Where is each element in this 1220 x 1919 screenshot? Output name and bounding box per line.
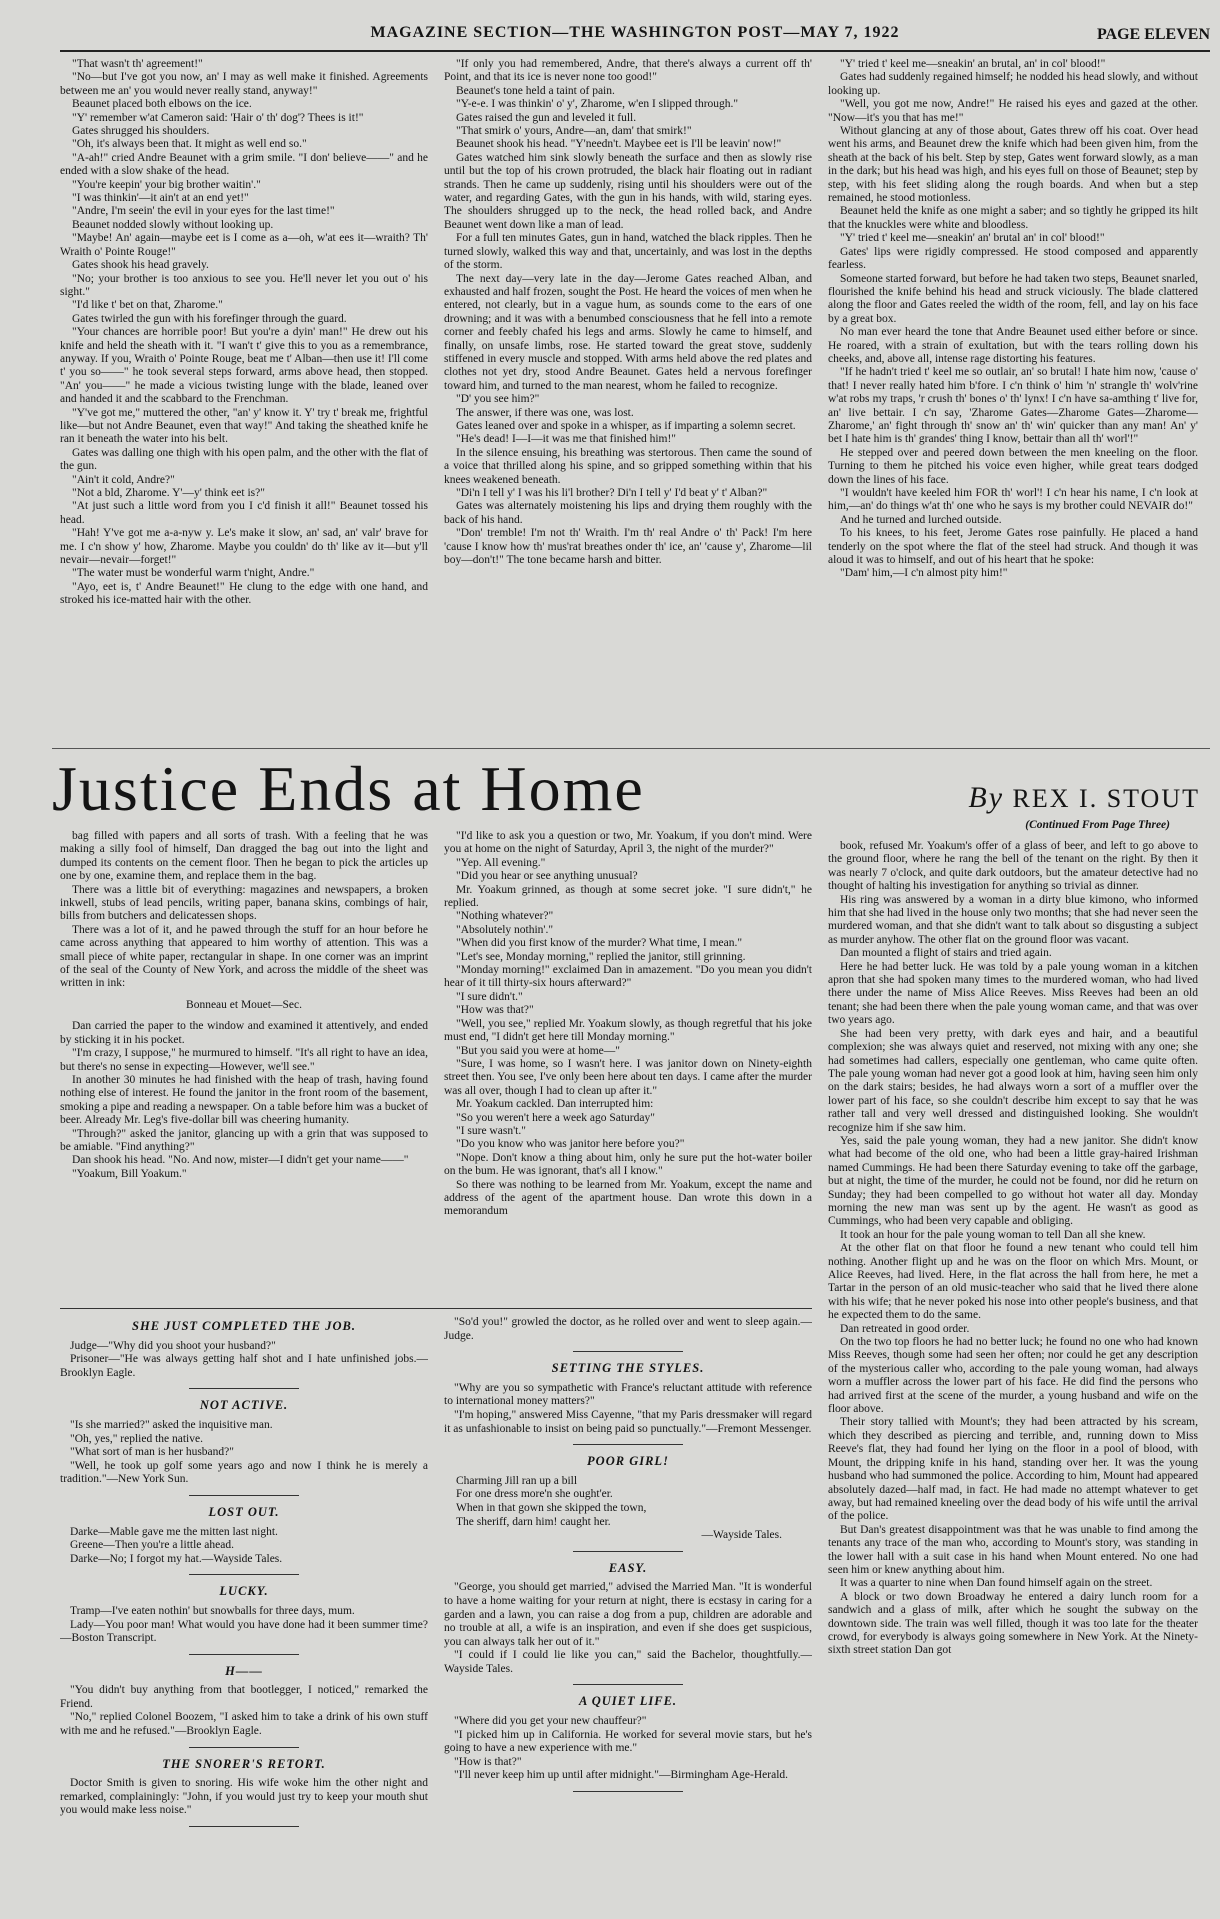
paragraph: On the two top floors he had no better luck; he found no one who had known Miss Reeves, though some had seen her often; nor could he get any description of the mysterious caller who, according to the pale young woman, had always worn a muffler across the lower part of his face. He did find the persons who had arrived first at the scene of the murder, a young husband and wife on the floor above. [828,1336,1198,1416]
paragraph: In another 30 minutes he had finished with the heap of trash, having found nothing else of interest. He found the janitor in the front room of the basement, smoking a pipe and reading a newspaper. On a table before him was a bucket of beer. Already Mr. Leg's five-dollar bill was cheering humanity. [60,1073,428,1127]
page-header [60,20,1210,52]
paragraph: Their story tallied with Mount's; they had been attracted by his scream, which they described as piercing and terrible, and, running down to Miss Reeve's flat, they had found her lying on the floor in a pool of blood, with Mount, the dripping knife in his hand, standing over her. It was the young husband who had summoned the police. According to him, Mount had appeared absolutely dazed—half mad, in fact. He had made no attempt whatever to get away, but had remained kneeling over the dead body of his wife until the arrival of the police. [828,1416,1198,1523]
joke-line: Lady—You poor man! What would you have done had it been summer time?—Boston Transcript. [60,1618,428,1645]
paragraph: "Y' remember w'at Cameron said: 'Hair o' th' dog'? Thees is it!" [72,111,364,124]
joke-line: Greene—Then you're a little ahead. [70,1539,234,1552]
joke-separator [573,1791,683,1792]
top-story-column-3 [828,58,1198,748]
joke-line: "You didn't buy anything from that bootlegger, I noticed," remarked the Friend. [60,1684,428,1710]
joke-line: Darke—No; I forgot my hat.—Wayside Tales. [70,1552,283,1565]
byline [968,781,1200,815]
paragraph: "Andre, I'm seein' the evil in your eyes for the last time!" [72,205,335,218]
joke-heading: A QUIET LIFE. [578,1694,678,1709]
paragraph: Yes, said the pale young woman, they had a new janitor. She didn't know what had become of the old one, who had been a little gray-haired Irishman named Cummings. He had been there Saturday evening to take off the garbage, but at night, the time of the murder, he could not be found, nor did he return on Sunday; they had been compelled to go without hot water all day. Monday morning the new man was sent up by the agent. He wasn't as good as Cummings, who had been very capable and obliging. [828,1134,1198,1228]
paragraph: "Nothing whatever?" [456,910,554,923]
paragraph: In the silence ensuing, his breathing was stertorous. Then came the sound of a voice that thrilled along his spine, and so gripped something within that his knees weakened beneath. [444,446,812,486]
paragraph: "Y-e-e. I was thinkin' o' y', Zharome, w'en I slipped through." [456,98,739,111]
paragraph: For a full ten minutes Gates, gun in hand, watched the black ripples. Then he turned slowly, walked this way and that, uncertainly, and was lost in the depths of the storm. [444,232,812,272]
joke-line: "I'm hoping," answered Miss Cayenne, "that my Paris dressmaker will regard it as unfashionable to insist on being paid so punctually."—Fremont Messenger. [444,1408,812,1435]
paragraph: "If he hadn't tried t' keel me so outlair, an' so brutal! I hate him now, 'cause o' that! I never really hated him b'fore. I c'n think o' him 'n' strangle th' wolv'rine w'at robs my traps, 'r crush th' bones o' th' lynx! I c'n have sa-amthing t' live for, an' live bettair. I c'n say, 'Zharome Gates—Zharome Gates—Zharome—Zharome,' an' fight through th' snow an' th' win' quicker than any man! An' y' bet I hate him is th' grandes' thing I know, bettair than all th' worl'!" [828,366,1198,446]
paragraph: "Well, you got me now, Andre!" He raised his eyes and gazed at the other. "Now—it's you that has me!" [828,98,1198,124]
paragraph: "Dam' him,—I c'n almost pity him!" [840,567,1008,580]
paragraph: At the other flat on that floor he found a new tenant who could tell him nothing. Another flight up and he was on the floor on which Mrs. Mount, or Alice Reeves, had lived. Here, in the flat across the hall from here, he met a Tartar in the person of an old music-teacher who said that he lived there alone with his wife; that he never poked his nose into other people's business, and that he expected them to do the same. [828,1242,1198,1322]
paragraph: "Y' tried t' keel me—sneakin' an' brutal an' in col' blood!" [840,232,1105,245]
continued-note: (Continued From Page Three) [1025,819,1170,831]
paragraph: There was a lot of it, and he pawed through the stuff for an hour before he came across anything that appeared to him worthy of attention. This was a small piece of white paper, rectangular in shape. In one corner was an imprint of the seal of the County of New York, and across the middle of the sheet was written in ink: [60,923,428,990]
paragraph: "I'm crazy, I suppose," he murmured to himself. "It's all right to have an idea, but there's no sense in expecting—However, we'll see." [60,1047,428,1073]
second-story-column-3 [828,840,1198,1915]
joke-item [60,1320,428,1389]
paragraph: "Hah! Y've got me a-a-nyw y. Le's make it slow, an' sad, an' valr' brave for me. I c'n show y' how, Zharome. Maybe you couldn' do th' like av it—but y'll nevair—nevair—forget!" [60,527,428,567]
paragraph: Here he had better luck. He was told by a pale young woman in a kitchen apron that she had spoken many times to the murdered woman, who had lived there under the name of Miss Alice Reeves. Miss Reeves had been an old tenant; she had been there when the pale young woman came, and that was over two years ago. [828,960,1198,1027]
paragraph: "At just such a little word from you I c'd finish it all!" Beaunet tossed his head. [60,500,428,526]
paragraph: Bonneau et Mouet—Sec. [186,998,302,1011]
joke-line: "What sort of man is her husband?" [70,1446,234,1459]
jokes-left-column [60,1316,428,1916]
joke-heading: SETTING THE STYLES. [551,1361,705,1376]
paragraph: So there was nothing to be learned from Mr. Yoakum, except the name and address of the agent of the apartment house. Dan wrote this down in a memorandum [444,1178,812,1218]
paragraph: Gates had suddenly regained himself; he nodded his head slowly, and without looking up. [828,71,1198,97]
joke-separator [573,1684,683,1685]
paragraph: "But you said you were at home—" [456,1044,620,1057]
joke-line: "Oh, yes," replied the native. [70,1432,203,1445]
joke-heading: NOT ACTIVE. [199,1398,289,1413]
story-title: Justice Ends at Home [52,753,645,824]
top-story-column-1 [60,58,428,748]
paragraph: Gates shook his head gravely. [72,259,209,272]
joke-line: When in that gown she skipped the town, [456,1501,647,1514]
joke-line: Darke—Mable gave me the mitten last night. [70,1525,278,1538]
paragraph: A block or two down Broadway he entered a dairy lunch room for a sandwich and a glass of milk, after which he sought the subway on the downtown side. The train was well filled, though it was too late for the theater crowd, for everybody is always going somewhere in New York. At the Ninety-sixth street station Dan got [828,1590,1198,1657]
joke-line: "I picked him up in California. He worked for several movie stars, but he's going to have a new experience with me." [444,1728,812,1755]
joke-line: Doctor Smith is given to snoring. His wife woke him the other night and remarked, complainingly: "John, if you would just try to keep your mouth shut you would make less noise." [60,1777,428,1817]
paragraph: And he turned and lurched outside. [840,513,1002,526]
joke-line: "I could if I could lie like you can," said the Bachelor, thoughtfully.—Wayside Tales. [444,1649,812,1675]
paragraph: "Let's see, Monday morning," replied the janitor, still grinning. [456,950,746,963]
paragraph: Beaunet placed both elbows on the ice. [72,98,252,111]
joke-separator [573,1551,683,1552]
joke-heading: EASY. [608,1560,648,1575]
paragraph: "I wouldn't have keeled him FOR th' worl'! I c'n hear his name, I c'n look at him,—an' do things w'at th' one who he says is my brother could NEVAIR do!" [828,487,1198,513]
joke-line: "I'll never keep him up until after midnight."—Birmingham Age-Herald. [454,1769,789,1782]
paragraph: It took an hour for the pale young woman to tell Dan all she knew. [840,1228,1146,1241]
paragraph: "How was that?" [456,1004,534,1017]
story-title-band [52,748,1210,837]
paragraph: Without glancing at any of those about, Gates threw off his coat. Over head went his arms, and Beaunet drew the knife which had been given him, from the sheath at the back of his belt. Step by step, Gates went forward slowly, as a man in the dark; but his head was high, and his eyes full on those of Beaunet; step by step, with his feet sliding along the rough boards. And when but a step remained, he stood motionless. [828,125,1198,205]
joke-separator [573,1444,683,1445]
paragraph: "Oh, it's always been that. It might as well end so." [72,138,307,151]
joke-separator [189,1388,299,1389]
paragraph: Gates was dalling one thigh with his open palm, and the other with the flat of the gun. [60,446,428,473]
paragraph: "That smirk o' yours, Andre—an, dam' that smirk!" [456,125,692,138]
paragraph: "Ain't it cold, Andre?" [72,473,175,486]
paragraph: Gates was alternately moistening his lips and drying them roughly with the back of his hand. [444,500,812,526]
paragraph: "Y' tried t' keel me—sneakin' an brutal, an' in col' blood!" [840,58,1106,70]
paragraph: bag filled with papers and all sorts of trash. With a feeling that he was making a silly fool of himself, Dan dragged the bag out into the light and dumped its contents on the cement floor. Then he began to pick the articles up one by one, examine them, and replace them in the bag. [60,830,428,883]
joke-line: "No," replied Colonel Boozem, "I asked him to take a drink of his own stuff with me and he refused."—Brooklyn Eagle. [60,1711,428,1738]
paragraph: "Well, you see," replied Mr. Yoakum slowly, as though regretful that his joke must end, "I didn't get here till Monday morning." [444,1017,812,1044]
masthead: MAGAZINE SECTION—THE WASHINGTON POST—MAY 7, 1922 [370,24,900,41]
paragraph: Beaunet shook his head. "Y'needn't. Maybee eet is I'll be leavin' now!" [456,138,782,151]
paragraph: Beaunet held the knife as one might a saber; and so tightly he gripped its hilt that the knuckles were white and bloodless. [828,205,1198,231]
joke-line: For one dress more'n she ought'er. [456,1488,613,1501]
paragraph: Gates shrugged his shoulders. [72,125,210,138]
joke-heading: H—— [225,1663,263,1678]
paragraph: Gates watched him sink slowly beneath the surface and then as slowly rise until but the top of his crown protruded, the black hair floating out in radiant strands. Then he came up suddenly, rising until his shoulders were out of the water, and regarding Gates, with the gun in his hands, with wild, staring eyes. The shoulders shrugged up to the neck, the head rolled back, and Andre Beaunet went down like a man of lead. [444,151,812,231]
joke-source: —Wayside Tales. [701,1529,782,1542]
paragraph: Gates leaned over and spoke in a whisper, as if imparting a solemn secret. [456,419,796,432]
joke-line: "How is that?" [454,1755,522,1768]
paragraph: "When did you first know of the murder? What time, I mean." [456,937,743,950]
paragraph: The answer, if there was one, was lost. [456,406,634,419]
joke-item [444,1455,812,1552]
joke-item [60,1585,428,1654]
joke-heading: SHE JUST COMPLETED THE JOB. [132,1319,356,1333]
paragraph: Dan shook his head. "No. And now, mister—I didn't get your name——" [72,1154,409,1167]
joke-heading: POOR GIRL! [587,1454,669,1469]
paragraph: Mr. Yoakum cackled. Dan interrupted him: [456,1098,654,1111]
paragraph: "If only you had remembered, Andre, that there's always a current off th' Point, and that its ice is never none too good!" [444,58,812,84]
paragraph: "No—but I've got you now, an' I may as well make it finished. Agreements between me an' you would never really stand, anyway!" [60,71,428,97]
paragraph: "Sure, I was home, so I wasn't here. I was janitor down on Ninety-eighth street then. You see, I've only been here about ten days. I came after the murder was all over, though I had to clean up after it." [444,1057,812,1097]
paragraph: "Through?" asked the janitor, glancing up with a grin that was supposed to be amiable. "Find anything?" [60,1127,428,1153]
joke-line: "Well, he took up golf some years ago and now I think he is merely a tradition."—New York Sun. [60,1459,428,1486]
joke-item [444,1316,812,1352]
joke-line: "Where did you get your new chauffeur?" [454,1715,647,1728]
paragraph: It was a quarter to nine when Dan found himself again on the street. [840,1577,1153,1590]
joke-line: Prisoner—"He was always getting half shot and I hate unfinished jobs.—Brooklyn Eagle. [60,1353,428,1379]
paragraph: "Your chances are horrible poor! But you're a dyin' man!" He drew out his knife and held the sheath with it. "I wan't t' give this to you as a remembrance, anyway. If you, Wraith o' Pointe Rouge, beat me t' Alban—then use it! I'll come t' you so——" he took several steps forward, arms above head, then stopped. "An' you——" he made a vicious twisting lunge with the blade, leaned over and handed it and the scabbard to the Frenchman. [60,326,428,406]
page-number: PAGE ELEVEN [1096,26,1210,43]
joke-separator [189,1826,299,1827]
paragraph: But Dan's greatest disappointment was that he was unable to find among the tenants any trace of the man who, according to Mount's story, was standing in the lower hall with a suit case in his hand when Mount entered. No one had seen him or knew anything about him. [828,1523,1198,1576]
joke-heading: THE SNORER'S RETORT. [162,1756,326,1771]
paragraph: "Maybe! An' again—maybe eet is I come as a—oh, w'at ees it—wraith? Th' Wraith o' Pointe Rouge!" [60,232,428,258]
paragraph: "The water must be wonderful warm t'night, Andre." [72,567,315,580]
jokes-right-column [444,1316,812,1916]
paragraph: "I sure didn't." [456,990,523,1003]
paragraph: "No; your brother is too anxious to see you. He'll never let you out o' his sight." [60,272,428,298]
paragraph: To his knees, to his feet, Jerome Gates rose painfully. He placed a hand tenderly on the spot where the flat of the steel had struck. And though it was aloud it was to himself, and out of his heart that he spoke: [828,527,1198,567]
paragraph: "Yep. All evening." [456,856,546,869]
joke-line: "George, you should get married," advised the Married Man. "It is wonderful to have a home waiting for your return at night, there is ecstasy in caring for a garden and a lawn, you can raise a dog from a pup, children are adorable and no trouble at all, a wife is an inspiration, and even if she does get suspicious, you can always talk her out of it." [444,1581,812,1648]
second-story-column-2 [444,830,812,1300]
joke-line: "So'd you!" growled the doctor, as he rolled over and went to sleep again.—Judge. [444,1316,812,1342]
paragraph: "Don' tremble! I'm not th' Wraith. I'm th' real Andre o' th' Pack! I'm here 'cause I know how th' mus'rat breathes onder th' ice, an' 'cause y', Zharome—lil boy—don't!" The tone became harsh and bitter. [444,527,812,567]
joke-separator [189,1574,299,1575]
paragraph: "Not a bld, Zharome. Y'—y' think eet is?" [72,487,265,499]
paragraph: Gates twirled the gun with his forefinger through the guard. [72,312,347,325]
joke-line: Tramp—I've eaten nothin' but snowballs for three days, mum. [70,1604,355,1617]
joke-item [60,1399,428,1496]
joke-line: "Why are you so sympathetic with France's reluctant attitude with reference to international money matters?" [444,1381,812,1408]
paragraph: Dan retreated in good order. [840,1322,970,1335]
paragraph: Gates' lips were rigidly compressed. He stood composed and apparently fearless. [828,245,1198,272]
joke-line: Charming Jill ran up a bill [456,1474,578,1487]
joke-item [444,1562,812,1686]
paragraph: "I'd like t' bet on that, Zharome." [72,299,223,312]
paragraph: He stepped over and peered down between the men kneeling on the floor. Turning to them he pitched his voice even higher, while great tears dodged down the lines of his face. [828,446,1198,486]
paragraph: "Di'n I tell y' I was his li'l brother? Di'n I tell y' I'd beat y' t' Alban?" [456,487,768,499]
joke-line: The sheriff, darn him! caught her. [456,1515,611,1528]
paragraph: "Y've got me," muttered the other, "an' y' know it. Y' try t' break me, frightful like—but not Andre Beaunet, even that way!" And taking the sheathed knife he ran it beneath the water into his belt. [60,406,428,446]
paragraph: Dan carried the paper to the window and examined it attentively, and ended by sticking it in his pocket. [60,1020,428,1046]
paragraph: "D' you see him?" [456,393,540,406]
joke-item [60,1506,428,1575]
joke-separator [189,1495,299,1496]
joke-separator [189,1654,299,1655]
joke-item [444,1362,812,1445]
paragraph: The next day—very late in the day—Jerome Gates reached Alban, and exhausted and half frozen, sought the Post. He heard the voices of men when he entered, not clearly, but in a vague hum, as sounds come to the ears of one drowning; and it was with a benumbed consciousness that he fell into a remote corner and feebly chafed his legs and arms. Slowly he came to himself, and finally, on unsafe limbs, rose. He started toward the great stove, suddenly stiffened in every muscle and stopped. With arms held above the red plates and clothes not yet dry, stood Andre Beaunet. Gates held a nervous forefinger toward him, and turned to the man nearest, whom he failed to recognize. [444,272,812,392]
paragraph: "He's dead! I—I—it was me that finished him!" [456,433,677,446]
byline-by: By [968,781,1005,814]
paragraph: "Ayo, eet is, t' Andre Beaunet!" He clung to the edge with one hand, and stroked his ice-matted hair with the other. [60,580,428,607]
paragraph: "Do you know who was janitor here before you?" [456,1138,685,1151]
joke-line: Judge—"Why did you shoot your husband?" [70,1339,276,1352]
paragraph: "Did you hear or see anything unusual? [456,870,638,883]
paragraph: "Nope. Don't know a thing about him, only he sure put the hot-water boiler on the bum. He was ignorant, that's all I know." [444,1151,812,1178]
paragraph: No man ever heard the tone that Andre Beaunet used either before or since. He roared, with a strain of exultation, but with the tears rolling down his cheeks, and, above all, intense rage distorting his features. [828,326,1198,365]
paragraph: "Absolutely nothin'." [456,923,554,936]
paragraph: "Yoakum, Bill Yoakum." [72,1167,187,1180]
joke-separator [573,1351,683,1352]
paragraph: Beaunet nodded slowly without looking up. [72,218,274,231]
paragraph: Mr. Yoakum grinned, as though at some secret joke. "I sure didn't," he replied. [444,883,812,910]
paragraph: There was a little bit of everything: magazines and newspapers, a broken inkwell, stubs of lead pencils, writing paper, banana skins, combings of hair, bills from butchers and delicatessen shops. [60,883,428,923]
paragraph: "I was thinkin'—it ain't at an end yet!" [72,192,249,205]
paragraph: "So you weren't here a week ago Saturday" [456,1111,655,1124]
jokes-top-rule [60,1308,812,1309]
paragraph: "That wasn't th' agreement!" [72,58,203,70]
joke-item [444,1695,812,1792]
paragraph: She had been very pretty, with dark eyes and hair, and a beautiful complexion; she was always quiet and reserved, not mixing with any one; she had sometimes had callers, especially one gentleman, who came quite often. The pale young woman had never got a good look at him, having seen him only on the dark stairs; besides, he had always worn a sort of a muffler over the lower part of his face, so she couldn't describe him except to say that he was rather tall and very well dressed and distinguished looking. She wouldn't recognize him if she saw him. [828,1027,1198,1134]
paragraph: Gates raised the gun and leveled it full. [456,111,637,124]
joke-item [60,1665,428,1748]
paragraph: "You're keepin' your big brother waitin'." [72,178,261,191]
joke-heading: LOST OUT. [208,1504,280,1519]
paragraph: "I'd like to ask you a question or two, Mr. Yoakum, if you don't mind. Were you at home on the night of Saturday, April 3, the night of the murder?" [444,830,812,856]
joke-heading: LUCKY. [219,1584,269,1599]
paragraph: "I sure wasn't." [456,1124,526,1137]
joke-separator [189,1747,299,1748]
paragraph: His ring was answered by a woman in a dirty blue kimono, who informed him that she had lived in the house only two months; that she had never seen the murdered woman, and that she didn't want to talk about so disgusting a subject as murder anyhow. The other flat on the ground floor was vacant. [828,893,1198,946]
author-name: REX I. STOUT [1012,784,1200,813]
joke-line: "Is she married?" asked the inquisitive man. [70,1418,273,1431]
paragraph: Someone started forward, but before he had taken two steps, Beaunet snarled, flourished the knife behind his head and struck viciously. The blade clattered along the floor and Gates reeled the width of the room, fell, and lay on his face by a great box. [828,272,1198,325]
paragraph: "A-ah!" cried Andre Beaunet with a grim smile. "I don' believe——" and he ended with a slow shake of the head. [60,151,428,178]
top-story-column-2 [444,58,812,748]
joke-item [60,1758,428,1827]
paragraph: "Monday morning!" exclaimed Dan in amazement. "Do you mean you didn't hear of it till thirty-six hours afterward?" [444,964,812,990]
paragraph: Dan mounted a flight of stairs and tried again. [840,947,1052,960]
paragraph: Beaunet's tone held a taint of pain. [456,84,615,97]
second-story-column-1 [60,830,428,1300]
paragraph: book, refused Mr. Yoakum's offer of a glass of beer, and left to go above to the ground floor, where he rang the bell of the tenant on the right. By then it was nearly 7 o'clock, and quite dark outdoors, but the amateur detective had no thought of halting his investigation for anything so trivial as dinner. [828,840,1198,893]
